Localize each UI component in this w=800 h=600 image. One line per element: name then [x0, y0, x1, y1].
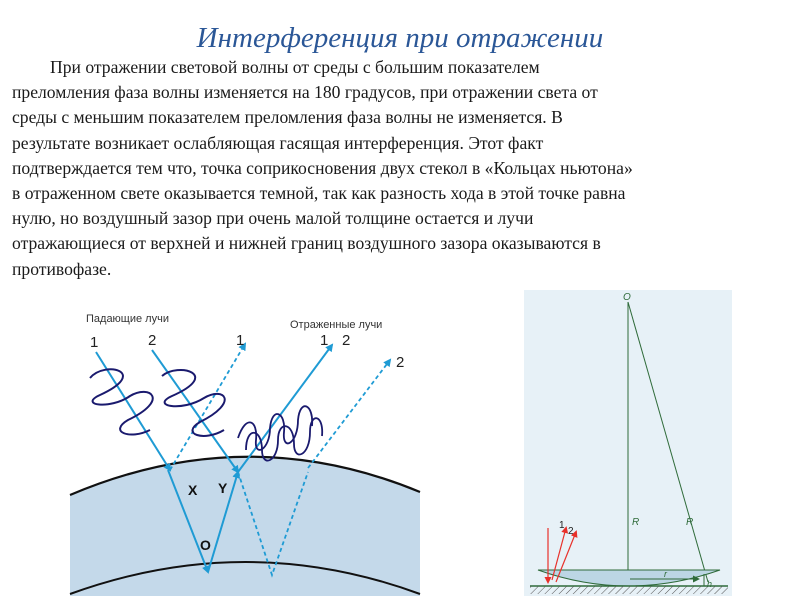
incident-wave-1 [90, 369, 153, 434]
paragraph-line: результате возникает ослабляющая гасящая интерференция. Этот факт [12, 132, 544, 153]
glass-medium [70, 457, 420, 596]
h-label: h [707, 579, 713, 589]
paragraph-line: подтверждается тем что, точка соприкосновения двух стекол в «Кольцах ньютона» [12, 157, 633, 178]
reflected-ray-1-label: 1 [236, 332, 245, 349]
ray-2-label: 2 [148, 332, 157, 349]
paragraph-line: При отражении световой волны от среды с большим показателем [50, 57, 540, 77]
paragraph-line: отражающиеся от верхней и нижней границ воздушного зазора оказываются в [12, 233, 601, 254]
reflected-wave-a [238, 406, 312, 450]
incident-wave-2 [162, 370, 225, 436]
slide-title: Интерференция при отражении [196, 22, 604, 54]
ray-1-label: 1 [559, 520, 565, 531]
paragraph-line: преломления фаза волны изменяется на 180 градусов, при отражении света от [12, 82, 598, 103]
plate-hatching [530, 586, 728, 594]
paragraph-line: нулю, но воздушный зазор при очень малой толщине остается и лучи [12, 208, 534, 229]
point-o-label: O [200, 537, 211, 553]
reflected-ray-1b-label: 1 [320, 332, 329, 349]
ray-1-label: 1 [90, 334, 99, 351]
paragraph-line: противофазе. [12, 258, 112, 279]
paragraph-line: в отраженном свете оказывается темной, так как разность хода в этой точке равна [12, 183, 626, 204]
reflected-ray-2b-label: 2 [342, 332, 351, 349]
point-y-label: Y [218, 480, 228, 496]
radius-r-right-label: R [686, 517, 694, 528]
body-paragraph [12, 55, 792, 282]
incident-ray-2 [152, 350, 238, 472]
r-label: r [664, 569, 667, 579]
reflected-ray-2-far-label: 2 [396, 354, 405, 371]
reflected-ray-2-dashed [308, 360, 390, 468]
reflected-ray-1 [238, 345, 332, 472]
reflection-waves-figure [58, 300, 450, 596]
reflected-rays-label: Отраженные лучи [290, 319, 383, 331]
ray-2-label: 2 [568, 526, 574, 537]
point-x-label: X [188, 482, 198, 498]
paragraph-line: среды с меньшим показателем преломления фаза волны не изменяется. В [12, 107, 563, 128]
radius-r-left-label: R [632, 517, 640, 528]
center-o-label: O [623, 292, 631, 303]
newton-rings-figure [520, 290, 734, 600]
reflected-ray-1-dashed [170, 344, 245, 470]
incident-rays-label: Падающие лучи [86, 313, 169, 325]
